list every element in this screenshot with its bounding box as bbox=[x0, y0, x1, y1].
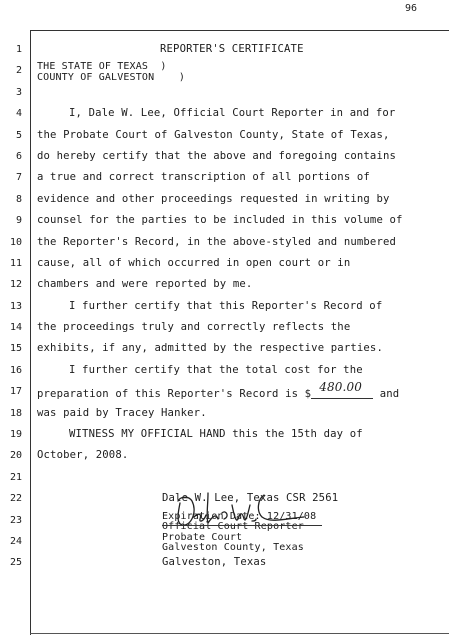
line-number: 13 bbox=[9, 300, 22, 312]
line-number: 17 bbox=[9, 386, 22, 398]
caption-county: COUNTY OF GALVESTON ) bbox=[37, 71, 186, 83]
line-number: 11 bbox=[9, 257, 22, 269]
line-4 bbox=[0, 104, 449, 125]
reporter-title: Official Court Reporter bbox=[162, 521, 304, 533]
line-8 bbox=[0, 190, 449, 211]
bottom-rule bbox=[30, 633, 449, 634]
page-number: 96 bbox=[404, 3, 417, 14]
caption-state: THE STATE OF TEXAS ) bbox=[37, 61, 167, 73]
handwritten-amount: 480.00 bbox=[319, 380, 363, 395]
line-number: 9 bbox=[15, 215, 22, 227]
line-text: the Probate Court of Galveston County, State of Texas, bbox=[37, 128, 390, 141]
cost-text-end: and bbox=[373, 388, 400, 401]
line-3 bbox=[0, 83, 449, 104]
line-9 bbox=[0, 211, 449, 232]
line-text: cause, all of which occurred in open court or in bbox=[37, 256, 351, 269]
line-text: counsel for the parties to be included in this volume of bbox=[37, 214, 403, 227]
line-number: 21 bbox=[9, 471, 22, 483]
line-number: 1 bbox=[15, 44, 22, 55]
line-16 bbox=[0, 361, 449, 382]
line-11 bbox=[0, 254, 449, 275]
line-text: evidence and other proceedings requested in writing by bbox=[37, 192, 390, 205]
line-15 bbox=[0, 339, 449, 360]
line-10 bbox=[0, 233, 449, 254]
line-number: 15 bbox=[9, 343, 22, 355]
line-number: 10 bbox=[9, 236, 22, 248]
line-text: do hereby certify that the above and foregoing contains bbox=[37, 149, 397, 162]
line-number: 24 bbox=[9, 535, 22, 547]
cost-blank bbox=[311, 380, 373, 399]
expiration-date: Expiration Date: 12/31/08 bbox=[162, 510, 317, 522]
line-25 bbox=[0, 553, 449, 574]
line-13 bbox=[0, 297, 449, 318]
line-number: 4 bbox=[15, 108, 22, 120]
county-name: Galveston County, Texas bbox=[162, 542, 304, 554]
top-rule bbox=[30, 30, 449, 31]
line-text: WITNESS MY OFFICIAL HAND this the 15th day of bbox=[69, 428, 363, 441]
line-text: I further certify that the total cost for the bbox=[69, 363, 363, 376]
line-text: was paid by Tracey Hanker. bbox=[37, 406, 207, 419]
line-number: 18 bbox=[9, 407, 22, 419]
city-state: Galveston, Texas bbox=[162, 556, 267, 569]
court-name: Probate Court bbox=[162, 531, 243, 543]
line-number: 25 bbox=[9, 557, 22, 569]
line-text: the Reporter's Record, in the above-styled and numbered bbox=[37, 235, 397, 248]
line-number: 7 bbox=[15, 172, 22, 184]
line-18 bbox=[0, 404, 449, 425]
line-number: 23 bbox=[9, 514, 22, 526]
cost-text: preparation of this Reporter's Record is $ bbox=[37, 388, 312, 401]
line-number: 8 bbox=[15, 193, 22, 205]
line-number: 14 bbox=[9, 322, 22, 334]
signature-line bbox=[162, 525, 322, 526]
line-17 bbox=[0, 382, 449, 403]
line-number: 6 bbox=[15, 150, 22, 162]
line-text bbox=[37, 380, 400, 401]
line-text: I, Dale W. Lee, Official Court Reporter in and for bbox=[69, 107, 396, 120]
line-text: October, 2008. bbox=[37, 449, 129, 462]
line-1 bbox=[0, 40, 449, 61]
line-6 bbox=[0, 147, 449, 168]
line-20 bbox=[0, 446, 449, 467]
line-number: 19 bbox=[9, 429, 22, 441]
reporter-name: Dale W. Lee, Texas CSR 2561 bbox=[162, 492, 339, 505]
line-5 bbox=[0, 126, 449, 147]
line-7 bbox=[0, 168, 449, 189]
line-number: 12 bbox=[9, 279, 22, 291]
line-number: 22 bbox=[9, 493, 22, 505]
line-text: chambers and were reported by me. bbox=[37, 278, 253, 291]
line-number: 16 bbox=[9, 364, 22, 376]
signature-block-24 bbox=[162, 533, 304, 554]
certificate-title: REPORTER'S CERTIFICATE bbox=[160, 43, 304, 55]
line-12 bbox=[0, 275, 449, 296]
line-text: I further certify that this Reporter's Record of bbox=[69, 299, 383, 312]
line-2 bbox=[0, 61, 449, 82]
line-14 bbox=[0, 318, 449, 339]
line-24 bbox=[0, 532, 449, 553]
line-number: 5 bbox=[15, 129, 22, 141]
line-number: 2 bbox=[15, 65, 22, 77]
caption-block bbox=[37, 62, 185, 83]
line-text: a true and correct transcription of all portions of bbox=[37, 171, 370, 184]
line-number: 20 bbox=[9, 450, 22, 462]
line-19 bbox=[0, 425, 449, 446]
line-text: exhibits, if any, admitted by the respective parties. bbox=[37, 342, 383, 355]
signature-icon bbox=[172, 483, 312, 531]
line-text: the proceedings truly and correctly reflects the bbox=[37, 321, 351, 334]
line-number: 3 bbox=[15, 86, 22, 98]
